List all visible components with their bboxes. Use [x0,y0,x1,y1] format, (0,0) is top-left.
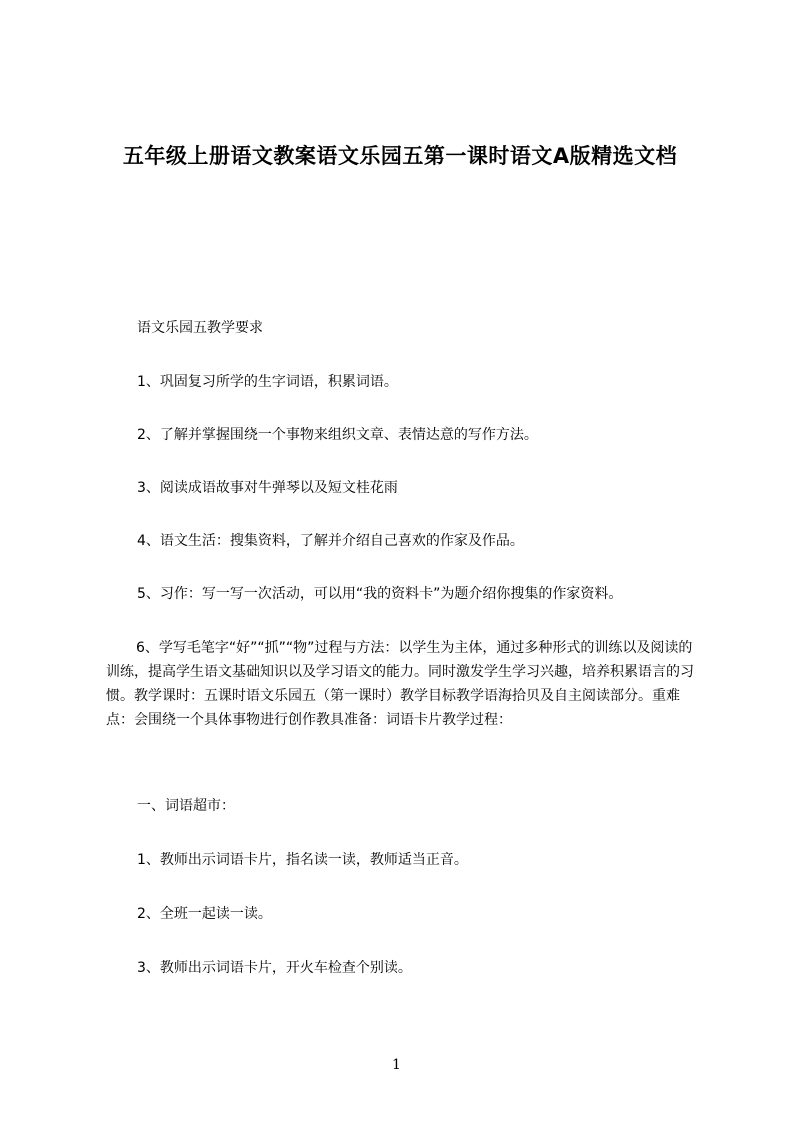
requirements-heading: 语文乐园五教学要求 [137,320,263,336]
requirement-item: 2、了解并掌握围绕一个事物来组织文章、表情达意的写作方法。 [137,427,538,443]
requirement-item: 3、阅读成语故事对牛弹琴以及短文桂花雨 [137,480,398,496]
step-item: 2、全班一起读一读。 [137,906,272,922]
requirement-item: 5、习作：写一写一次活动，可以用“我的资料卡”为题介绍你搜集的作家资料。 [137,586,623,602]
requirement-item: 4、语文生活：搜集资料，了解并介绍自己喜欢的作家及作品。 [137,533,524,549]
body-paragraph: 6、学写毛笔字“好”“抓”“物”过程与方法：以学生为主体，通过多种形式的训练以及阅读的训练，提高学生语文基础知识以及学习语文的能力。同时激发学生学习兴趣，培养积累语言的习惯。教学课时：五课时语文乐园五（第一课时）教学目标教学语海拾贝及自主阅读部分。重难点：会围绕一个具体事物进行创作教具准备：词语卡片教学过程： [106,640,694,728]
requirement-item: 1、巩固复习所学的生字词语，积累词语。 [137,374,398,390]
step-item: 1、教师出示词语卡片，指名读一读，教师适当正音。 [137,852,468,868]
section-heading: 一、词语超市： [137,798,235,814]
step-item: 3、教师出示词语卡片，开火车检查个别读。 [137,960,412,976]
page-number: 1 [392,1057,401,1073]
document-title: 五年级上册语文教案语文乐园五第一课时语文A版精选文档 [122,144,678,168]
